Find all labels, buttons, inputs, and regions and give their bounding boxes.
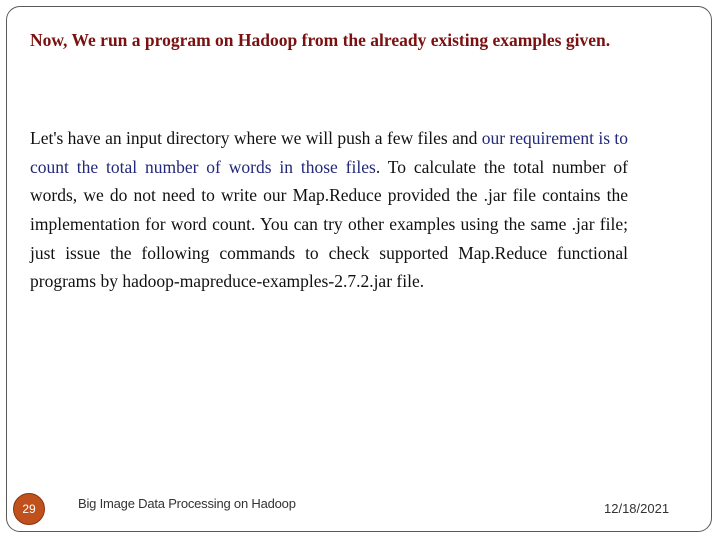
- body-text-intro: Let's have an input directory where we will push a few files and: [30, 128, 482, 148]
- footer-date: 12/18/2021: [604, 501, 670, 516]
- footer-title: Big Image Data Processing on Hadoop: [78, 496, 296, 511]
- page-number-badge: 29: [13, 493, 45, 525]
- body-text-rest: . To calculate the total number of words, we do not need to write our Map.Reduce provided the .jar file contains the implementation for word count. You can try other examples using the same .jar file; just issue the following commands to check supported Map.Reduce functional programs by hadoop-mapreduce-examples-2.7.2.jar file.: [30, 156, 628, 292]
- slide-heading: Now, We run a program on Hadoop from the already existing examples given.: [30, 30, 611, 50]
- slide-body: [30, 124, 628, 296]
- body-text-highlight: our requirement is to count the total number of words in those files: [30, 128, 629, 177]
